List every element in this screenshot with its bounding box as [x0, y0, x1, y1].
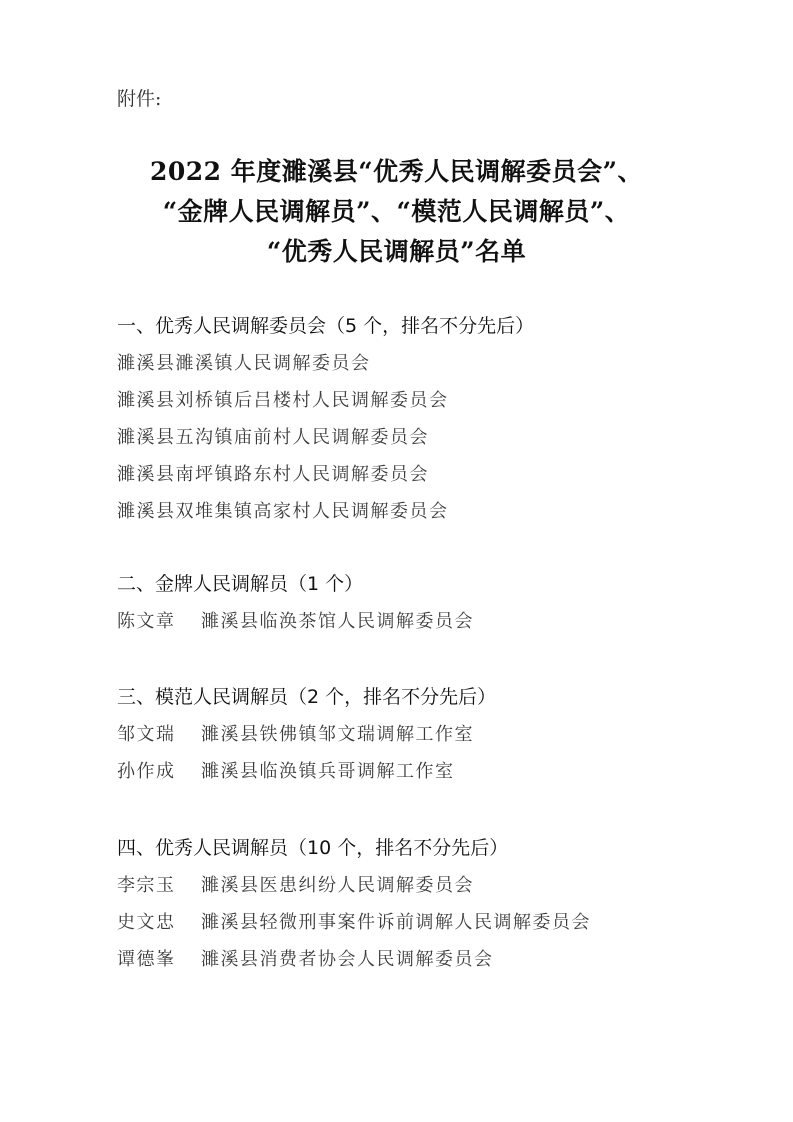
- organization-name: 濉溪县铁佛镇邹文瑞调解工作室: [201, 724, 474, 745]
- committee-name: 濉溪县刘桥镇后吕楼村人民调解委员会: [117, 390, 449, 411]
- organization-name: 濉溪县临涣茶馆人民调解委员会: [201, 611, 474, 632]
- person-name: 史文忠: [117, 912, 176, 933]
- list-item: [117, 382, 737, 419]
- committee-name: 濉溪县南坪镇路东村人民调解委员会: [117, 464, 429, 485]
- title-line-3: “优秀人民调解员”名单: [266, 237, 527, 266]
- person-name: 孙作成: [117, 761, 176, 782]
- section-excellent-mediators: [117, 829, 737, 978]
- section-heading: 三、模范人民调解员（2 个，排名不分先后）: [117, 686, 497, 708]
- section-heading: 一、优秀人民调解委员会（5 个，排名不分先后）: [117, 315, 535, 337]
- committee-name: 濉溪县五沟镇庙前村人民调解委员会: [117, 427, 429, 448]
- organization-name: 濉溪县临涣镇兵哥调解工作室: [201, 761, 455, 782]
- list-item: [117, 904, 737, 941]
- title-line-2: “金牌人民调解员”、“模范人民调解员”、: [162, 197, 631, 226]
- person-name: 李宗玉: [117, 875, 176, 896]
- person-name: 谭德峯: [117, 949, 176, 970]
- section-heading: 四、优秀人民调解员（10 个，排名不分先后）: [117, 837, 509, 859]
- list-item: [117, 753, 737, 790]
- list-item: [117, 419, 737, 456]
- list-item: [117, 456, 737, 493]
- organization-name: 濉溪县消费者协会人民调解委员会: [201, 949, 494, 970]
- organization-name: 濉溪县轻微刑事案件诉前调解人民调解委员会: [201, 912, 591, 933]
- list-item: [117, 345, 737, 382]
- title-line-1: 2022 年度濉溪县“优秀人民调解委员会”、: [149, 157, 644, 186]
- list-item: [117, 716, 737, 753]
- list-item: [117, 941, 737, 978]
- section-gold-mediators: [117, 565, 737, 640]
- list-item: [117, 867, 737, 904]
- document-title: [0, 152, 793, 272]
- section-model-mediators: [117, 678, 737, 790]
- person-name: 邹文瑞: [117, 724, 176, 745]
- committee-name: 濉溪县濉溪镇人民调解委员会: [117, 353, 371, 374]
- section-heading: 二、金牌人民调解员（1 个）: [117, 573, 364, 595]
- list-item: [117, 493, 737, 530]
- committee-name: 濉溪县双堆集镇高家村人民调解委员会: [117, 501, 449, 522]
- list-item: [117, 603, 737, 640]
- organization-name: 濉溪县医患纠纷人民调解委员会: [201, 875, 474, 896]
- section-excellent-committees: [117, 307, 737, 530]
- person-name: 陈文章: [117, 611, 176, 632]
- attachment-label: 附件:: [117, 88, 162, 110]
